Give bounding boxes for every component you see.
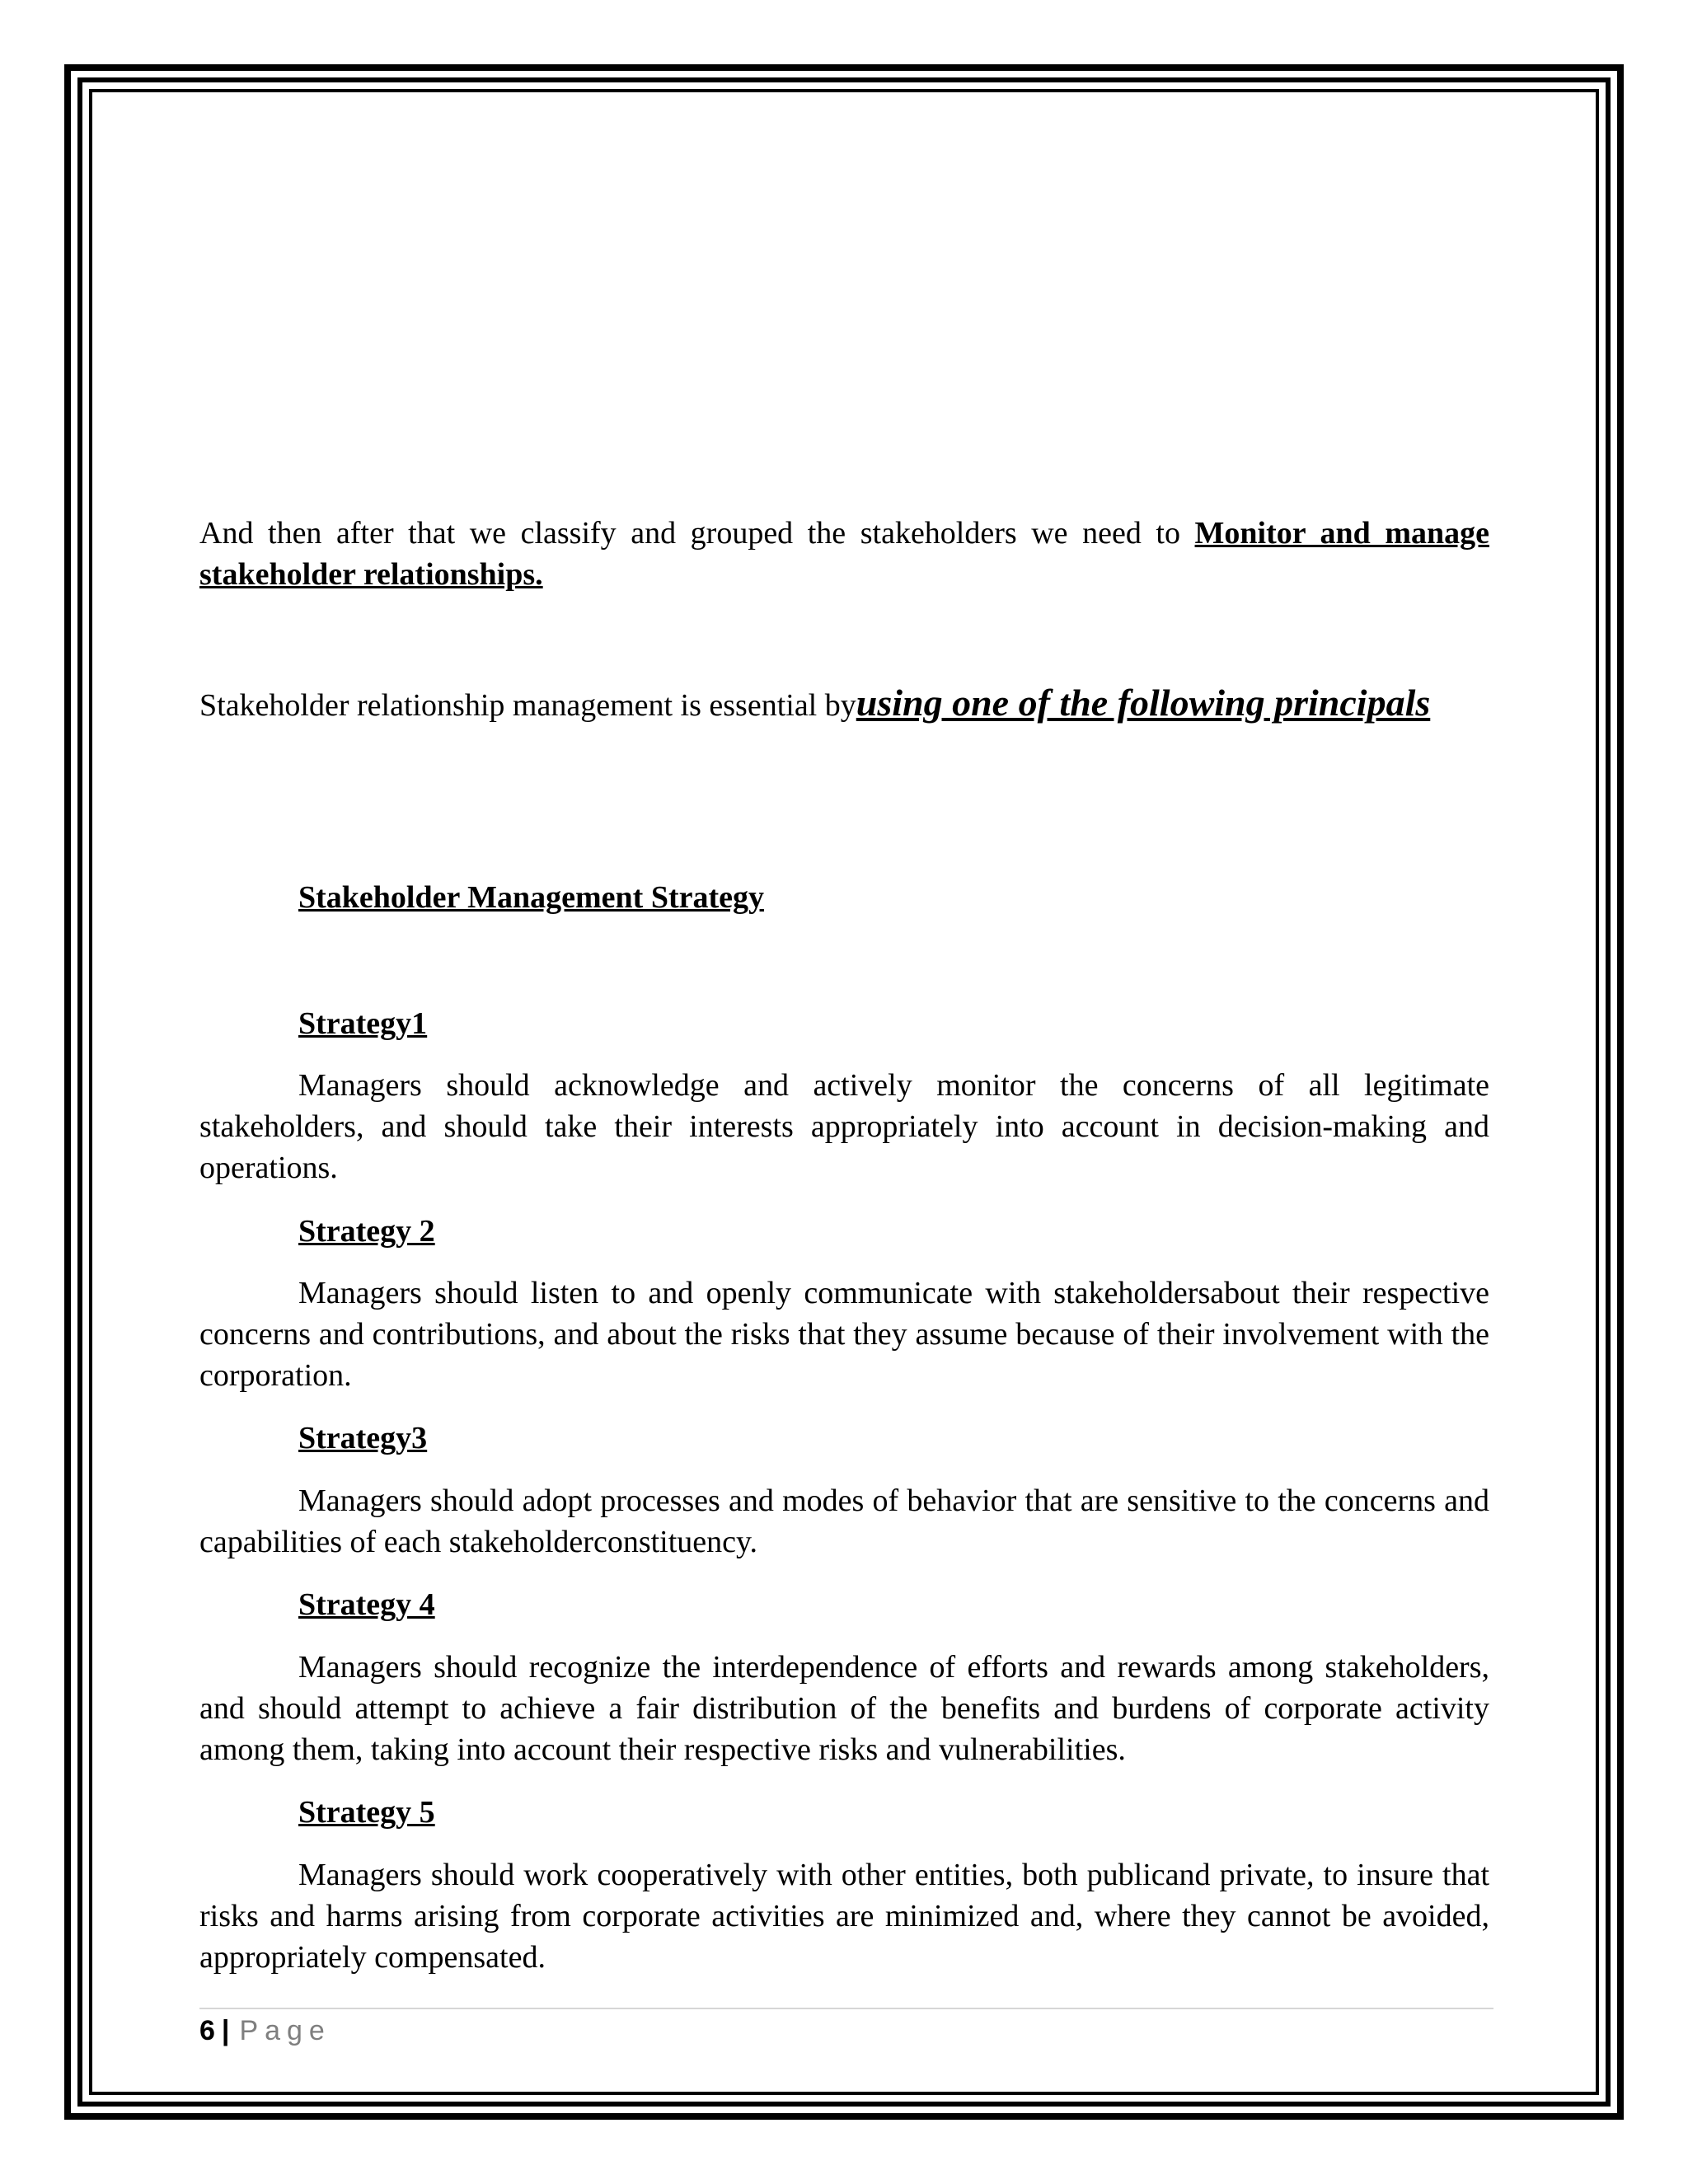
- strategy-3-title: Strategy3: [298, 1421, 428, 1455]
- principle-text: Stakeholder relationship management is essential by: [199, 688, 856, 723]
- footer-divider: [199, 2008, 1493, 2009]
- page-number: 6: [199, 2015, 215, 2046]
- strategy-5-title: Strategy 5: [298, 1795, 435, 1830]
- strategy-4-title: Strategy 4: [298, 1587, 435, 1622]
- footer-separator: |: [221, 2015, 230, 2046]
- strategy-4-body: Managers should recognize the interdependence of efforts and rewards among stakeholders, and should attempt to achieve a fair distribution of the benefits and burdens of corporate activity among them, taking into account their respective risks and vulnerabilities.: [199, 1650, 1489, 1767]
- intro-emphasis: Monitor and manage stakeholder relationships.: [199, 516, 1489, 592]
- section-title: Stakeholder Management Strategy: [298, 880, 765, 915]
- principle-paragraph: [199, 682, 1489, 726]
- intro-paragraph: [199, 513, 1489, 595]
- strategy-1-title: Strategy1: [298, 1006, 428, 1041]
- page-label: Page: [239, 2015, 331, 2046]
- strategy-5-body: Managers should work cooperatively with other entities, both publicand private, to insure that risks and harms arising from corporate activities are minimized and, where they cannot be avoided, appropriately compensated.: [199, 1858, 1489, 1975]
- strategy-2-body: Managers should listen to and openly communicate with stakeholdersabout their respective concerns and contributions, and about the risks that they assume because of their involvement with the corporation.: [199, 1276, 1489, 1393]
- intro-text: And then after that we classify and grouped the stakeholders we need to: [199, 516, 1195, 551]
- strategy-2-title: Strategy 2: [298, 1214, 435, 1249]
- page-footer: [199, 2013, 331, 2049]
- strategy-1-body: Managers should acknowledge and actively monitor the concerns of all legitimate stakeholders, and should take their interests appropriately into account in decision-making and operations.: [199, 1068, 1489, 1185]
- strategy-3-body: Managers should adopt processes and modes of behavior that are sensitive to the concerns and capabilities of each stakeholderconstituency.: [199, 1483, 1489, 1559]
- principle-emphasis: using one of the following principals: [856, 682, 1431, 724]
